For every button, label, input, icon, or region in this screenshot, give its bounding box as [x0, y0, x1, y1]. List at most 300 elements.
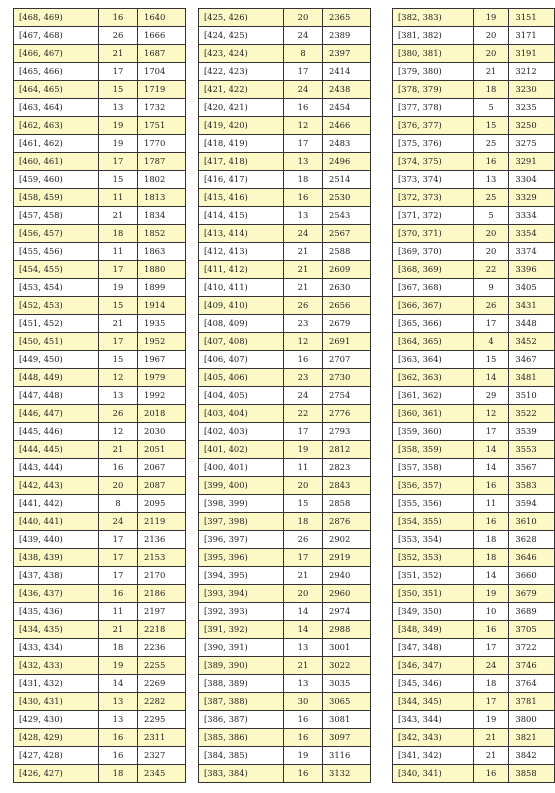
- score-range-cell: [441, 442): [14, 495, 99, 513]
- cumulative-cell: 2974: [323, 603, 371, 621]
- cumulative-cell: 2327: [138, 747, 186, 765]
- score-range-cell: [389, 390): [199, 657, 284, 675]
- count-cell: 16: [284, 351, 323, 369]
- score-range-cell: [401, 402): [199, 441, 284, 459]
- score-range-cell: [380, 381): [393, 45, 474, 63]
- cumulative-cell: 1751: [138, 117, 186, 135]
- table-row: [199, 81, 371, 99]
- table-row: [199, 225, 371, 243]
- score-range-cell: [429, 430): [14, 711, 99, 729]
- table-row: [393, 207, 555, 225]
- score-range-cell: [390, 391): [199, 639, 284, 657]
- cumulative-cell: 3467: [509, 351, 555, 369]
- count-cell: 15: [99, 351, 138, 369]
- count-cell: 16: [99, 729, 138, 747]
- table-row: [393, 153, 555, 171]
- table-row: [14, 45, 186, 63]
- score-range-cell: [440, 441): [14, 513, 99, 531]
- cumulative-cell: 2988: [323, 621, 371, 639]
- score-range-cell: [353, 354): [393, 531, 474, 549]
- score-range-cell: [348, 349): [393, 621, 474, 639]
- count-cell: 17: [473, 639, 509, 657]
- score-range-cell: [464, 465): [14, 81, 99, 99]
- score-range-cell: [373, 374): [393, 171, 474, 189]
- count-cell: 25: [473, 189, 509, 207]
- count-cell: 22: [473, 261, 509, 279]
- count-cell: 24: [473, 657, 509, 675]
- table-row: [393, 495, 555, 513]
- table-row: [14, 621, 186, 639]
- score-range-cell: [344, 345): [393, 693, 474, 711]
- count-cell: 8: [284, 45, 323, 63]
- count-cell: 14: [99, 675, 138, 693]
- score-range-cell: [451, 452): [14, 315, 99, 333]
- cumulative-cell: 1967: [138, 351, 186, 369]
- count-cell: 18: [284, 171, 323, 189]
- table-row: [393, 279, 555, 297]
- score-range-cell: [340, 341): [393, 765, 474, 783]
- table-row: [199, 45, 371, 63]
- score-range-cell: [466, 467): [14, 45, 99, 63]
- score-range-cell: [436, 437): [14, 585, 99, 603]
- cumulative-cell: 3275: [509, 135, 555, 153]
- score-range-cell: [385, 386): [199, 729, 284, 747]
- table-row: [14, 585, 186, 603]
- count-cell: 16: [99, 9, 138, 27]
- table-row: [393, 387, 555, 405]
- score-range-cell: [371, 372): [393, 207, 474, 225]
- score-range-cell: [369, 370): [393, 243, 474, 261]
- table-row: [14, 459, 186, 477]
- score-range-cell: [453, 454): [14, 279, 99, 297]
- table-row: [393, 693, 555, 711]
- table-row: [14, 153, 186, 171]
- count-cell: 21: [99, 45, 138, 63]
- count-cell: 24: [284, 225, 323, 243]
- table-row: [393, 441, 555, 459]
- table-row: [393, 549, 555, 567]
- score-range-cell: [379, 380): [393, 63, 474, 81]
- score-range-cell: [445, 446): [14, 423, 99, 441]
- score-range-cell: [446, 447): [14, 405, 99, 423]
- cumulative-cell: 1979: [138, 369, 186, 387]
- table-row: [393, 369, 555, 387]
- table-row: [14, 171, 186, 189]
- cumulative-cell: 3448: [509, 315, 555, 333]
- score-range-cell: [431, 432): [14, 675, 99, 693]
- score-range-cell: [448, 449): [14, 369, 99, 387]
- score-range-cell: [349, 350): [393, 603, 474, 621]
- count-cell: 13: [99, 711, 138, 729]
- score-range-cell: [438, 439): [14, 549, 99, 567]
- table-row: [199, 513, 371, 531]
- count-cell: 11: [99, 603, 138, 621]
- table-row: [199, 315, 371, 333]
- cumulative-cell: 2311: [138, 729, 186, 747]
- cumulative-cell: 2543: [323, 207, 371, 225]
- count-cell: 16: [473, 765, 509, 783]
- table-row: [393, 81, 555, 99]
- score-range-cell: [437, 438): [14, 567, 99, 585]
- count-cell: 21: [99, 441, 138, 459]
- count-cell: 13: [284, 153, 323, 171]
- score-range-cell: [341, 342): [393, 747, 474, 765]
- table-row: [393, 225, 555, 243]
- table-row: [14, 495, 186, 513]
- cumulative-cell: 1719: [138, 81, 186, 99]
- count-cell: 11: [99, 189, 138, 207]
- table-row: [199, 531, 371, 549]
- count-cell: 15: [284, 495, 323, 513]
- score-range-cell: [350, 351): [393, 585, 474, 603]
- cumulative-cell: 2483: [323, 135, 371, 153]
- cumulative-cell: 3746: [509, 657, 555, 675]
- cumulative-cell: 3151: [509, 9, 555, 27]
- table-row: [199, 639, 371, 657]
- count-cell: 21: [473, 747, 509, 765]
- cumulative-cell: 2153: [138, 549, 186, 567]
- table-row: [14, 207, 186, 225]
- table-row: [199, 693, 371, 711]
- score-range-cell: [442, 443): [14, 477, 99, 495]
- count-cell: 21: [99, 621, 138, 639]
- cumulative-cell: 3510: [509, 387, 555, 405]
- table-row: [199, 405, 371, 423]
- table-row: [14, 441, 186, 459]
- cumulative-cell: 2656: [323, 297, 371, 315]
- cumulative-cell: 1802: [138, 171, 186, 189]
- cumulative-cell: 2218: [138, 621, 186, 639]
- score-range-cell: [396, 397): [199, 531, 284, 549]
- table-row: [14, 99, 186, 117]
- table-row: [199, 387, 371, 405]
- table-row: [199, 369, 371, 387]
- table-row: [393, 729, 555, 747]
- count-cell: 13: [284, 675, 323, 693]
- cumulative-cell: 2295: [138, 711, 186, 729]
- score-range-cell: [422, 423): [199, 63, 284, 81]
- cumulative-cell: 3610: [509, 513, 555, 531]
- count-cell: 16: [99, 585, 138, 603]
- cumulative-cell: 3660: [509, 567, 555, 585]
- cumulative-cell: 2414: [323, 63, 371, 81]
- score-range-cell: [357, 358): [393, 459, 474, 477]
- score-range-cell: [367, 368): [393, 279, 474, 297]
- score-range-cell: [425, 426): [199, 9, 284, 27]
- table-row: [393, 621, 555, 639]
- count-cell: 10: [473, 603, 509, 621]
- cumulative-cell: 2530: [323, 189, 371, 207]
- table-row: [393, 603, 555, 621]
- score-range-cell: [449, 450): [14, 351, 99, 369]
- cumulative-cell: 2919: [323, 549, 371, 567]
- cumulative-cell: 3722: [509, 639, 555, 657]
- cumulative-cell: 3689: [509, 603, 555, 621]
- table-row: [199, 657, 371, 675]
- cumulative-cell: 2858: [323, 495, 371, 513]
- table-row: [14, 675, 186, 693]
- cumulative-cell: 3646: [509, 549, 555, 567]
- score-range-cell: [377, 378): [393, 99, 474, 117]
- count-cell: 13: [99, 99, 138, 117]
- cumulative-cell: 3097: [323, 729, 371, 747]
- table-row: [199, 765, 371, 783]
- table-row: [14, 729, 186, 747]
- cumulative-cell: 3553: [509, 441, 555, 459]
- count-cell: 14: [473, 567, 509, 585]
- score-range-cell: [355, 356): [393, 495, 474, 513]
- score-range-cell: [468, 469): [14, 9, 99, 27]
- count-cell: 12: [284, 333, 323, 351]
- table-row: [199, 351, 371, 369]
- cumulative-cell: 1952: [138, 333, 186, 351]
- cumulative-cell: 3230: [509, 81, 555, 99]
- cumulative-cell: 3800: [509, 711, 555, 729]
- count-cell: 12: [473, 405, 509, 423]
- cumulative-cell: 2255: [138, 657, 186, 675]
- score-range-cell: [459, 460): [14, 171, 99, 189]
- count-cell: 26: [284, 297, 323, 315]
- cumulative-cell: 3334: [509, 207, 555, 225]
- table-row: [199, 261, 371, 279]
- count-cell: 19: [473, 585, 509, 603]
- score-range-cell: [435, 436): [14, 603, 99, 621]
- table-row: [14, 639, 186, 657]
- cumulative-cell: 3481: [509, 369, 555, 387]
- cumulative-cell: 2823: [323, 459, 371, 477]
- score-range-cell: [462, 463): [14, 117, 99, 135]
- score-range-cell: [388, 389): [199, 675, 284, 693]
- score-range-cell: [426, 427): [14, 765, 99, 783]
- table-row: [14, 567, 186, 585]
- table-row: [199, 297, 371, 315]
- score-range-cell: [383, 384): [199, 765, 284, 783]
- table-row: [14, 261, 186, 279]
- table-row: [199, 135, 371, 153]
- table-row: [14, 747, 186, 765]
- count-cell: 17: [99, 549, 138, 567]
- score-range-cell: [408, 409): [199, 315, 284, 333]
- table-row: [199, 477, 371, 495]
- count-cell: 21: [284, 261, 323, 279]
- table-row: [393, 585, 555, 603]
- cumulative-cell: 2707: [323, 351, 371, 369]
- table-row: [393, 711, 555, 729]
- score-range-cell: [452, 453): [14, 297, 99, 315]
- score-range-cell: [463, 464): [14, 99, 99, 117]
- count-cell: 19: [99, 279, 138, 297]
- score-range-cell: [421, 422): [199, 81, 284, 99]
- count-cell: 25: [473, 135, 509, 153]
- score-range-cell: [433, 434): [14, 639, 99, 657]
- count-cell: 12: [99, 423, 138, 441]
- score-range-cell: [428, 429): [14, 729, 99, 747]
- cumulative-cell: 3250: [509, 117, 555, 135]
- count-cell: 17: [284, 423, 323, 441]
- cumulative-cell: 2018: [138, 405, 186, 423]
- cumulative-cell: 2397: [323, 45, 371, 63]
- score-range-cell: [391, 392): [199, 621, 284, 639]
- score-range-cell: [458, 459): [14, 189, 99, 207]
- cumulative-cell: 1834: [138, 207, 186, 225]
- cumulative-cell: 3235: [509, 99, 555, 117]
- cumulative-cell: 3821: [509, 729, 555, 747]
- count-cell: 26: [473, 297, 509, 315]
- cumulative-cell: 2793: [323, 423, 371, 441]
- count-cell: 14: [284, 621, 323, 639]
- score-range-cell: [366, 367): [393, 297, 474, 315]
- cumulative-cell: 2876: [323, 513, 371, 531]
- score-range-cell: [465, 466): [14, 63, 99, 81]
- count-cell: 21: [284, 279, 323, 297]
- cumulative-cell: 1666: [138, 27, 186, 45]
- score-range-cell: [416, 417): [199, 171, 284, 189]
- table-row: [14, 405, 186, 423]
- table-row: [393, 405, 555, 423]
- count-cell: 13: [99, 693, 138, 711]
- table-row: [14, 315, 186, 333]
- count-cell: 15: [99, 81, 138, 99]
- count-cell: 13: [284, 639, 323, 657]
- score-range-cell: [418, 419): [199, 135, 284, 153]
- score-range-cell: [365, 366): [393, 315, 474, 333]
- cumulative-cell: 2588: [323, 243, 371, 261]
- count-cell: 5: [473, 99, 509, 117]
- cumulative-cell: 3035: [323, 675, 371, 693]
- cumulative-cell: 3374: [509, 243, 555, 261]
- cumulative-cell: 2776: [323, 405, 371, 423]
- score-range-cell: [414, 415): [199, 207, 284, 225]
- cumulative-cell: 2496: [323, 153, 371, 171]
- table-row: [14, 477, 186, 495]
- score-range-cell: [386, 387): [199, 711, 284, 729]
- score-range-cell: [399, 400): [199, 477, 284, 495]
- table-row: [199, 567, 371, 585]
- count-cell: 17: [284, 549, 323, 567]
- count-cell: 19: [473, 711, 509, 729]
- score-range-cell: [405, 406): [199, 369, 284, 387]
- table-row: [393, 63, 555, 81]
- count-cell: 16: [284, 765, 323, 783]
- count-cell: 19: [99, 117, 138, 135]
- table-row: [393, 423, 555, 441]
- count-cell: 16: [99, 459, 138, 477]
- table-row: [14, 531, 186, 549]
- count-cell: 24: [284, 81, 323, 99]
- count-cell: 18: [99, 765, 138, 783]
- cumulative-cell: 2170: [138, 567, 186, 585]
- count-cell: 17: [284, 63, 323, 81]
- score-range-cell: [407, 408): [199, 333, 284, 351]
- count-cell: 24: [99, 513, 138, 531]
- cumulative-cell: 1992: [138, 387, 186, 405]
- score-range-cell: [382, 383): [393, 9, 474, 27]
- cumulative-cell: 2365: [323, 9, 371, 27]
- count-cell: 26: [99, 405, 138, 423]
- table-row: [393, 9, 555, 27]
- cumulative-cell: 2119: [138, 513, 186, 531]
- score-range-cell: [370, 371): [393, 225, 474, 243]
- table-row: [199, 495, 371, 513]
- cumulative-cell: 1880: [138, 261, 186, 279]
- score-range-cell: [376, 377): [393, 117, 474, 135]
- count-cell: 16: [473, 621, 509, 639]
- score-range-cell: [378, 379): [393, 81, 474, 99]
- count-cell: 23: [284, 369, 323, 387]
- count-cell: 18: [99, 225, 138, 243]
- count-cell: 21: [473, 63, 509, 81]
- score-range-cell: [439, 440): [14, 531, 99, 549]
- cumulative-cell: 1935: [138, 315, 186, 333]
- table-row: [199, 585, 371, 603]
- score-range-cell: [402, 403): [199, 423, 284, 441]
- table-row: [199, 63, 371, 81]
- cumulative-cell: 1732: [138, 99, 186, 117]
- cumulative-cell: 2843: [323, 477, 371, 495]
- count-cell: 16: [284, 729, 323, 747]
- table-row: [199, 207, 371, 225]
- score-range-cell: [423, 424): [199, 45, 284, 63]
- score-range-cell: [457, 458): [14, 207, 99, 225]
- cumulative-cell: 3329: [509, 189, 555, 207]
- score-range-cell: [362, 363): [393, 369, 474, 387]
- cumulative-cell: 3567: [509, 459, 555, 477]
- cumulative-cell: 2087: [138, 477, 186, 495]
- count-cell: 11: [473, 495, 509, 513]
- score-range-cell: [361, 362): [393, 387, 474, 405]
- count-cell: 16: [473, 477, 509, 495]
- cumulative-cell: 2567: [323, 225, 371, 243]
- cumulative-cell: 2095: [138, 495, 186, 513]
- cumulative-cell: 3022: [323, 657, 371, 675]
- count-cell: 17: [99, 153, 138, 171]
- cumulative-cell: 3081: [323, 711, 371, 729]
- cumulative-cell: 2940: [323, 567, 371, 585]
- table-row: [199, 603, 371, 621]
- score-range-cell: [411, 412): [199, 261, 284, 279]
- count-cell: 19: [99, 657, 138, 675]
- score-range-cell: [412, 413): [199, 243, 284, 261]
- count-cell: 12: [284, 117, 323, 135]
- cumulative-cell: 2466: [323, 117, 371, 135]
- cumulative-cell: 2197: [138, 603, 186, 621]
- cumulative-cell: 3001: [323, 639, 371, 657]
- score-range-cell: [461, 462): [14, 135, 99, 153]
- score-range-cell: [351, 352): [393, 567, 474, 585]
- cumulative-cell: 3628: [509, 531, 555, 549]
- score-range-cell: [368, 369): [393, 261, 474, 279]
- cumulative-cell: 2136: [138, 531, 186, 549]
- count-cell: 21: [284, 567, 323, 585]
- score-range-cell: [354, 355): [393, 513, 474, 531]
- count-cell: 20: [473, 45, 509, 63]
- table-row: [14, 423, 186, 441]
- count-cell: 17: [99, 531, 138, 549]
- score-range-cell: [456, 457): [14, 225, 99, 243]
- count-cell: 12: [99, 369, 138, 387]
- score-range-cell: [419, 420): [199, 117, 284, 135]
- table-row: [14, 279, 186, 297]
- cumulative-cell: 2269: [138, 675, 186, 693]
- count-cell: 15: [473, 117, 509, 135]
- table-row: [393, 297, 555, 315]
- count-cell: 21: [284, 657, 323, 675]
- cumulative-cell: 3842: [509, 747, 555, 765]
- score-range-cell: [406, 407): [199, 351, 284, 369]
- table-row: [14, 693, 186, 711]
- table-row: [14, 369, 186, 387]
- score-range-cell: [343, 344): [393, 711, 474, 729]
